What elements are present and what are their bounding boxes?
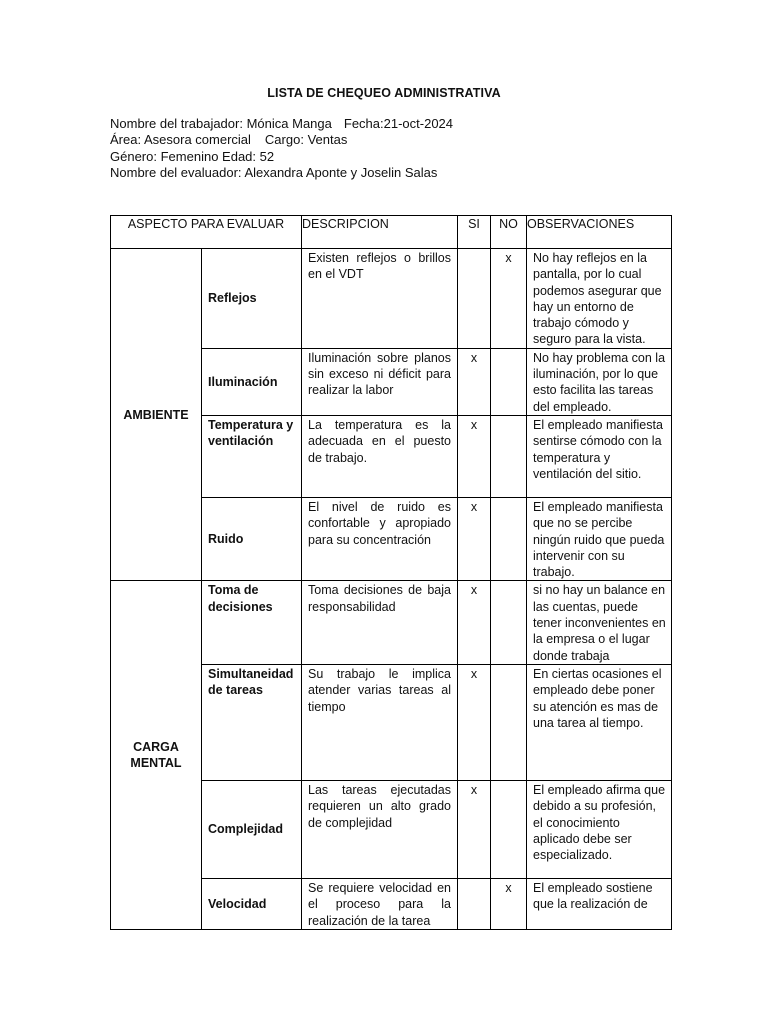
area-label: Área: xyxy=(110,132,142,148)
description-cell: Las tareas ejecutadas requieren un alto grado de complejidad xyxy=(302,780,458,878)
observation-cell: No hay problema con la iluminación, por lo que esto facilita las tareas del empleado. xyxy=(527,348,672,415)
observation-cell: El empleado afirma que debido a su profesión, el conocimiento aplicado debe ser especializado. xyxy=(527,780,672,878)
si-cell: x xyxy=(458,664,491,780)
worker-info xyxy=(110,116,453,182)
no-cell xyxy=(491,497,527,580)
si-cell: x xyxy=(458,581,491,664)
aspect-cell: Ruido xyxy=(202,497,302,580)
aspect-cell: Simultaneidad de tareas xyxy=(202,664,302,780)
checklist-table xyxy=(110,215,672,930)
gender-line xyxy=(110,149,453,165)
aspect-cell: Complejidad xyxy=(202,780,302,878)
description-cell: Toma decisiones de baja responsabilidad xyxy=(302,581,458,664)
description-cell: Su trabajo le implica atender varias tareas al tiempo xyxy=(302,664,458,780)
header-aspect: ASPECTO PARA EVALUAR xyxy=(111,216,302,249)
aspect-cell: Iluminación xyxy=(202,348,302,415)
no-cell xyxy=(491,415,527,497)
table-header-row xyxy=(111,216,672,249)
document-title: LISTA DE CHEQUEO ADMINISTRATIVA xyxy=(267,86,501,100)
worker-label: Nombre del trabajador: xyxy=(110,116,243,131)
table-row xyxy=(111,249,672,349)
observation-cell: No hay reflejos en la pantalla, por lo cual podemos asegurar que hay un entorno de trabajo cómodo y seguro para la vista. xyxy=(527,249,672,349)
aspect-cell: Toma de decisiones xyxy=(202,581,302,664)
header-no: NO xyxy=(491,216,527,249)
evaluator-label: Nombre del evaluador: xyxy=(110,165,242,181)
aspect-cell: Reflejos xyxy=(202,249,302,349)
date-value: 21-oct-2024 xyxy=(383,116,454,131)
si-cell: x xyxy=(458,348,491,415)
table-row xyxy=(111,581,672,664)
no-cell xyxy=(491,348,527,415)
si-cell: x xyxy=(458,497,491,580)
description-cell: La temperatura es la adecuada en el puesto de trabajo. xyxy=(302,415,458,497)
si-cell xyxy=(458,878,491,929)
observation-cell: El empleado sostiene que la realización de xyxy=(527,878,672,929)
date-label: Fecha: xyxy=(343,116,384,131)
no-cell: x xyxy=(491,878,527,929)
description-cell: Iluminación sobre planos sin exceso ni déficit para realizar la labor xyxy=(302,348,458,415)
area-line xyxy=(110,132,453,148)
observation-cell: En ciertas ocasiones el empleado debe poner su atención es mas de una tarea al tiempo. xyxy=(527,664,672,780)
category-carga-mental: CARGA MENTAL xyxy=(111,581,202,929)
aspect-cell: Temperatura y ventilación xyxy=(202,415,302,497)
si-cell xyxy=(458,249,491,349)
no-cell xyxy=(491,780,527,878)
worker-name: Mónica Manga xyxy=(246,116,332,131)
header-si: SI xyxy=(458,216,491,249)
evaluator-line xyxy=(110,165,453,181)
worker-line xyxy=(110,116,453,132)
description-cell: Se requiere velocidad en el proceso para la realización de la tarea xyxy=(302,878,458,929)
observation-cell: El empleado manifiesta que no se percibe ningún ruido que pueda intervenir con su trabajo. xyxy=(527,497,672,580)
description-cell: Existen reflejos o brillos en el VDT xyxy=(302,249,458,349)
evaluator-value: Alexandra Aponte y Joselin Salas xyxy=(244,165,438,181)
header-observations: OBSERVACIONES xyxy=(527,216,672,249)
age-label: Edad: xyxy=(222,148,257,164)
no-cell: x xyxy=(491,249,527,349)
si-cell: x xyxy=(458,780,491,878)
observation-cell: si no hay un balance en las cuentas, puede tener inconvenientes en la empresa o el lugar donde trabaja xyxy=(527,581,672,664)
aspect-cell: Velocidad xyxy=(202,878,302,929)
gender-value: Femenino xyxy=(160,148,219,164)
gender-label: Género: xyxy=(110,148,157,164)
area-value: Asesora comercial xyxy=(143,132,251,148)
no-cell xyxy=(491,664,527,780)
si-cell: x xyxy=(458,415,491,497)
description-cell: El nivel de ruido es confortable y apropiado para su concentración xyxy=(302,497,458,580)
header-description: DESCRIPCION xyxy=(302,216,458,249)
role-value: Ventas xyxy=(307,132,348,148)
no-cell xyxy=(491,581,527,664)
category-ambiente: AMBIENTE xyxy=(111,249,202,581)
observation-cell: El empleado manifiesta sentirse cómodo con la temperatura y ventilación del sitio. xyxy=(527,415,672,497)
age-value: 52 xyxy=(259,148,275,164)
role-label: Cargo: xyxy=(264,132,304,148)
